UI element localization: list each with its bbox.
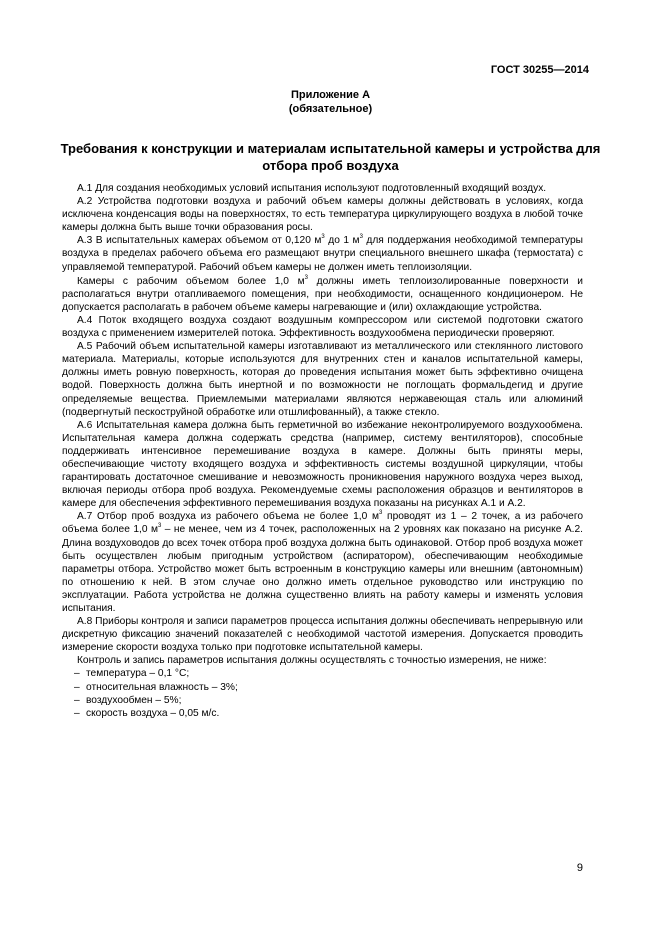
superscript: 3 [157, 523, 162, 530]
superscript: 3 [359, 234, 363, 241]
paragraph-a3 [62, 234, 583, 273]
superscript: 3 [304, 274, 308, 281]
paragraph-a7 [62, 510, 583, 615]
text-run: для поддержания необходимой температуры воздуха в пределах рабочего объема его размещают внутри специального внешнего шкафа (термостата) с управляемой температурой. Рабочий объем камеры не должен иметь теплоизоляции. [62, 235, 583, 273]
text-run: А.7 Отбор проб воздуха из рабочего объема не более 1,0 м [77, 511, 379, 523]
superscript: 3 [378, 510, 383, 517]
section-title: Требования к конструкции и материалам испытательной камеры и устройства для отбора проб воздуха [60, 141, 601, 173]
annex-status: (обязательное) [288, 103, 373, 115]
list-item: – температура – 0,1 °С; [74, 667, 583, 680]
paragraph-a8-cont: Контроль и запись параметров испытания должны осуществлять с точностью измерения, не ниже: [77, 655, 547, 667]
paragraph-a1: А.1 Для создания необходимых условий испытания используют подготовленный входящий воздух. [77, 183, 547, 194]
text-run: Камеры с рабочим объемом более 1,0 м [77, 275, 305, 287]
accuracy-list [62, 667, 583, 719]
paragraph-a3-cont [62, 275, 583, 314]
text-run: до 1 м [324, 235, 360, 247]
list-item: – скорость воздуха – 0,05 м/с. [74, 707, 583, 720]
list-item: – относительная влажность – 3%; [74, 681, 583, 694]
standard-number: ГОСТ 30255—2014 [490, 64, 589, 76]
text-run: должны иметь теплоизолированные поверхности и располагаться внутри отапливаемого помещения, при необходимости, оснащенного кондиционером. Не допускается располагать в рабочем объеме камеры нагревающие и (или) охлаждающие устройства. [62, 275, 583, 313]
text-run: – не менее, чем из 4 точек, расположенных на 2 уровнях как показано на рисунке А.2. Длина воздуховодов до всех точек отбора проб воздуха должна быть одинаковой. Отбор проб воздуха может быть осуществлен любым пригодным устройством (аспиратором), обеспечивающим необходимые параметры отбора. Устройство может быть встроенным в конструкцию камеры или внешним (автономным) по отношению к ней. В этом случае оно должно иметь отдельное руководство или инструкцию по эксплуатации. Работа устройства не должна существенно влиять на работу камеры и изменять условия испытания. [62, 524, 583, 614]
paragraph-a5: А.5 Рабочий объем испытательной камеры изготавливают из металлического или стеклянного листового материала. Материалы, которые используются для внутренних стен и каналов испытательной камеры, должны иметь ровную поверхность, которая до проведения испытания может быть эффективно очищена водой. Поверхность должна быть инертной и по возможности не поглощать формальдегид и другие определяемые вещества. Приемлемыми материалами являются нержавеющая сталь или алюминий (подвергнутый пескоструйной обработке или отшлифованный), а также стекло. [62, 341, 583, 418]
paragraph-a8: А.8 Приборы контроля и записи параметров процесса испытания должны обеспечивать непрерывную или дискретную фиксацию значений показателей с необходимой частотой измерения. Допускается проводить измерение скорости воздуха только при подготовке испытательной камеры. [62, 616, 583, 654]
paragraph-a4: А.4 Поток входящего воздуха создают воздушным компрессором или системой подготовки сжатого воздуха с применением измерителей потока. Эффективность воздухообмена периодически проверяют. [62, 314, 583, 340]
document-body [62, 182, 583, 720]
paragraph-a2: А.2 Устройства подготовки воздуха и рабочий объем камеры должны действовать в условиях, когда исключена конденсация воды на поверхностях, то есть температура циркулирующего воздуха в любой точке камеры должна быть выше точки образования росы. [62, 196, 583, 234]
superscript: 3 [321, 234, 325, 241]
paragraph-a6: А.6 Испытательная камера должна быть герметичной во избежание неконтролируемого воздухообмена. Испытательная камера должна содержать средства (например, систему вентиляторов), способные поддерживать интенсивное перемешивание воздуха в камере. Должны быть приняты меры, обеспечивающие чистоту входящего воздуха и эффективность системы воздушной циркуляции, чтобы гарантировать достаточное смешивание и невозможность проникновения наружного воздуха через выход, включая периоды отбора проб воздуха. Рекомендуемые схемы расположения образцов и вентиляторов в камере для обеспечения эффективного перемешивания воздуха показаны на рисунках А.1 и А.2. [62, 419, 583, 510]
page-number: 9 [576, 862, 583, 874]
text-run: проводят из 1 – 2 точек, а из рабочего объема более 1,0 м [62, 511, 583, 536]
annex-label: Приложение А [290, 89, 371, 101]
text-run: А.3 В испытательных камерах объемом от 0,120 м [77, 235, 322, 247]
annex-heading [0, 88, 661, 116]
list-item: – воздухообмен – 5%; [74, 694, 583, 707]
